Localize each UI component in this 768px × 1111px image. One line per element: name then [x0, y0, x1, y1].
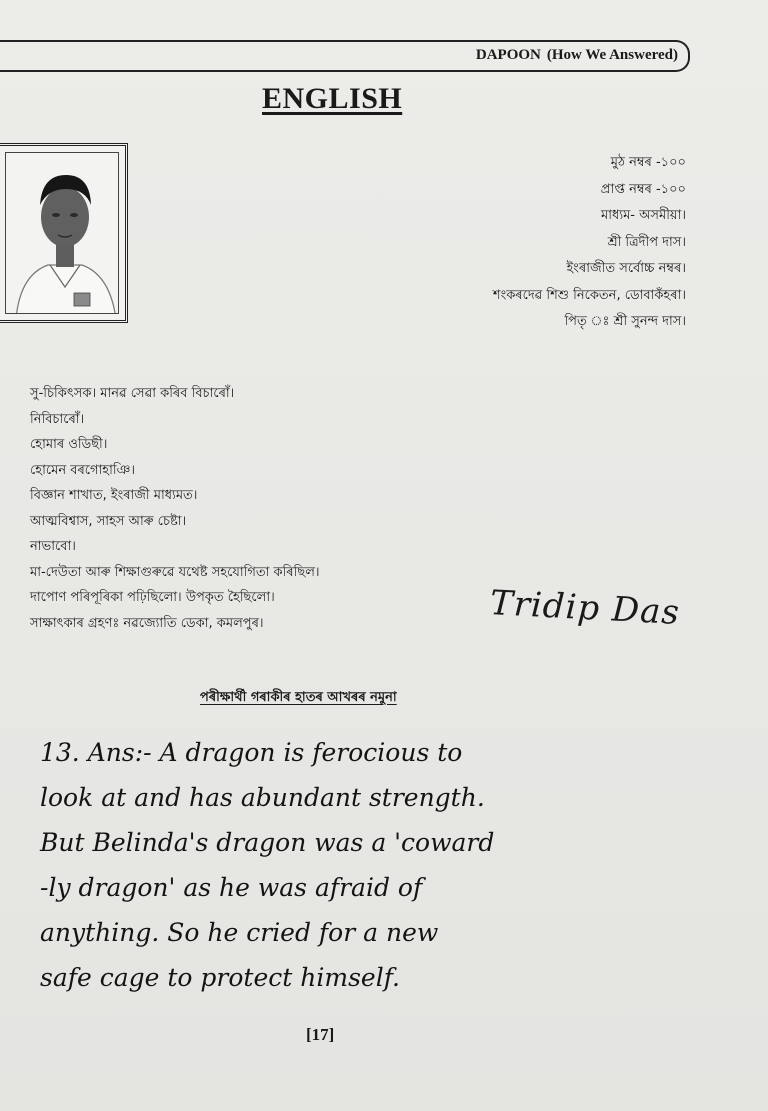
- info-line: শংকৰদেৱ শিশু নিকেতন, ডোবাকঁহৰা।: [492, 287, 686, 303]
- detail-line: নাভাবো।: [30, 539, 76, 554]
- page-number: [17]: [306, 1025, 335, 1044]
- handwritten-line: safe cage to protect himself.: [40, 963, 400, 992]
- info-line: প্ৰাপ্ত নম্বৰ -১০০: [600, 181, 686, 197]
- handwritten-line: -ly dragon' as he was afraid of: [40, 873, 423, 902]
- info-line: মুঠ নম্বৰ -১০০: [610, 155, 686, 170]
- detail-line: হোমেন বৰগোহাঞি।: [30, 462, 135, 478]
- detail-line: দাপোণ পৰিপূৰিকা পঢ়িছিলো। উপকৃত হৈছিলো।: [30, 590, 275, 605]
- detail-line: আত্মবিশ্বাস, সাহস আৰু চেষ্টা।: [30, 513, 187, 529]
- section-label: (How We Answered): [546, 47, 678, 63]
- info-line: শ্ৰী ত্ৰিদীপ দাস।: [607, 234, 686, 250]
- interview-details: [30, 381, 320, 636]
- detail-line: হোমাৰ ওডিছী।: [30, 437, 108, 452]
- student-photo-frame: [0, 143, 128, 323]
- student-photo: [5, 152, 119, 314]
- page-title: ENGLISH: [262, 82, 403, 115]
- publication-name: DAPOON: [475, 47, 541, 63]
- handwritten-line: 13. Ans:- A dragon is ferocious to: [40, 738, 463, 767]
- handwritten-line: anything. So he cried for a new: [40, 918, 439, 947]
- info-line: পিতৃ ঃ শ্ৰী সুনন্দ দাস।: [564, 314, 686, 329]
- detail-line: সাক্ষাৎকাৰ গ্ৰহণঃ নৱজ্যোতি ডেকা, কমলপুৰ।: [30, 615, 264, 631]
- info-line: মাধ্যম- অসমীয়া।: [601, 208, 686, 223]
- detail-line: বিজ্ঞান শাখাত, ইংৰাজী মাধ্যমত।: [30, 488, 198, 503]
- handwritten-line: But Belinda's dragon was a 'coward: [40, 828, 495, 857]
- handwriting-sample: [40, 730, 680, 1000]
- detail-line: নিবিচাৰোঁ।: [30, 411, 85, 427]
- handwritten-line: look at and has abundant strength.: [40, 783, 485, 812]
- student-portrait-icon: [6, 153, 119, 314]
- running-header: [476, 47, 678, 64]
- info-line: ইংৰাজীত সৰ্বোচ্চ নম্বৰ।: [566, 261, 686, 276]
- student-signature: Tridip Das: [489, 583, 681, 633]
- handwriting-sample-heading: পৰীক্ষাৰ্থী গৰাকীৰ হাতৰ আখৰৰ নমুনা: [200, 690, 397, 705]
- student-info: [493, 150, 686, 336]
- detail-line: সু-চিকিৎসক। মানৱ সেৱা কৰিব বিচাৰোঁ।: [30, 386, 235, 401]
- detail-line: মা-দেউতা আৰু শিক্ষাগুৰুৱে যথেষ্ট সহযোগিতা কৰিছিল।: [30, 564, 320, 580]
